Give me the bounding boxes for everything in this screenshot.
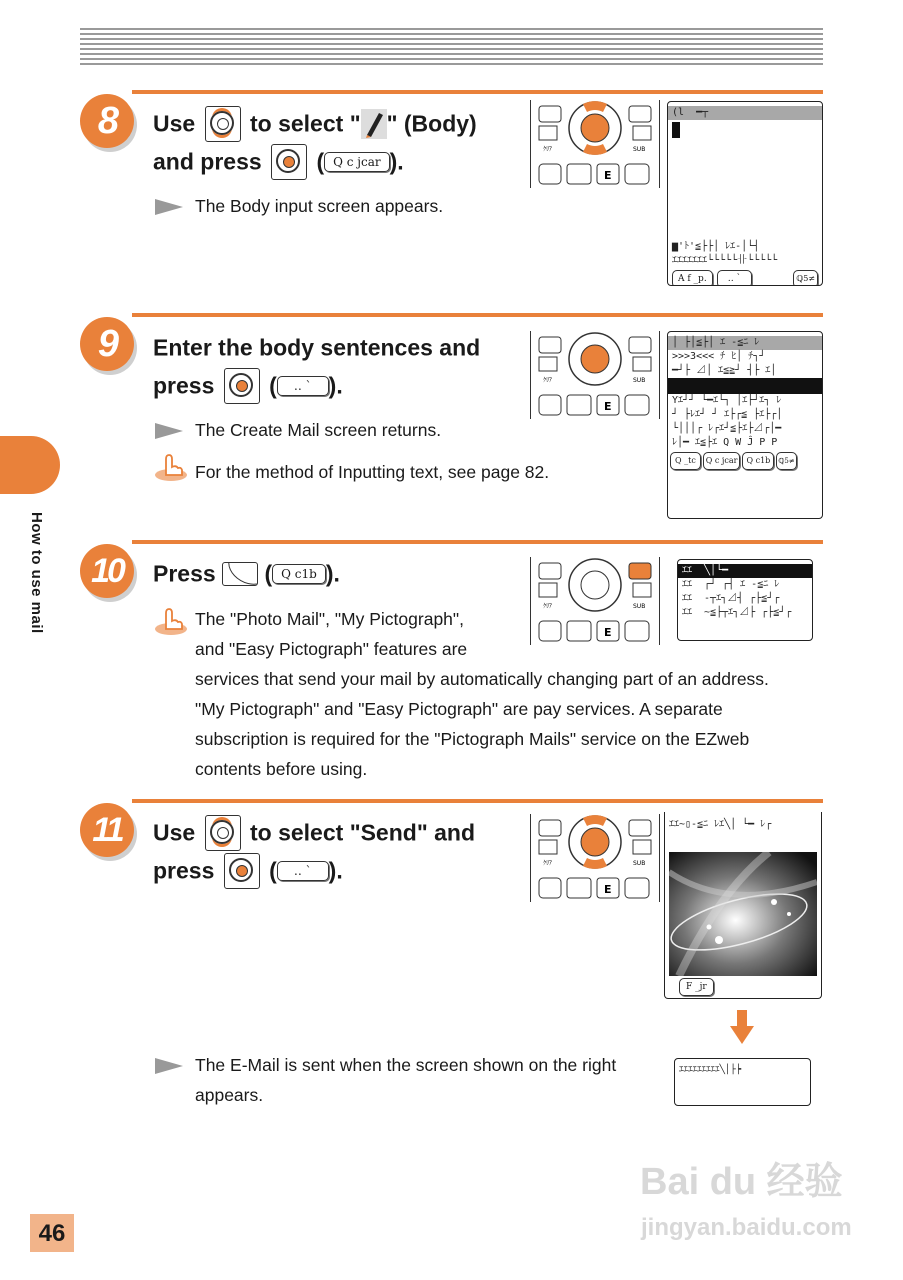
softkey-label: ‥ ` — [277, 861, 329, 881]
svg-text:SUB: SUB — [633, 146, 646, 153]
phone-screen-sending: ｴｴ~▯-≦ﾆ ﾚｴ╲│ └━ ﾚ┌ F _jr — [664, 812, 822, 999]
step-note: The E-Mail is sent when the screen shown on the right appears. — [195, 1055, 617, 1105]
svg-text:SUB: SUB — [633, 860, 646, 867]
step-heading: Use to select "Send" and press ( ‥ ` ). — [153, 813, 475, 890]
jog-updown-icon — [205, 106, 241, 142]
step-note: The Create Mail screen returns. — [195, 420, 442, 440]
result-arrow-icon — [155, 423, 183, 439]
jog-center-icon — [224, 853, 260, 889]
phone-screen-create-mail: │ ├│≦├│ ｴ -≦ﾆ ﾚ >>>3<<< ﾁ ﾋ│ ﾁ┐┘ ━┘├ ⊿│ ｴ≦≧┘ ┤├ ｴ│ Yｴ┘┘ └━ｴ└┐ │ｴ├┘ｴ┐ ﾚ ┘ ├ﾚｴ┘ ┘ ｴ├┌≦ ├ｴ├┌│ └│││┌ ﾚ┌ｴ┘≦├ｴ├⊿┌│━ ﾚ│━ ｴ≦├ｴ Q W Ĵ P P Q _tc Q c jcar Q c1b ℚ5≠ — [667, 331, 823, 519]
phone-screen-menu: ｴｴ ╲│└━ ｴｴ ┌┘ ┌┤ ｴ -≦ﾆ ﾚ ｴｴ -┬ｴ┐⊿┤ ┌├≦┘┌ ｴｴ ~≦├┬ｴ┐⊿├ ┌├≦┘┌ — [677, 559, 813, 641]
svg-text:ｸﾘｱ: ｸﾘｱ — [543, 377, 553, 384]
step-rule — [132, 540, 823, 544]
cursor — [672, 122, 680, 138]
step-number: 8 — [80, 94, 134, 148]
step-number: 10 — [80, 544, 134, 598]
svg-text:E: E — [604, 169, 612, 182]
step-rule — [132, 90, 823, 94]
result-arrow-icon — [155, 199, 183, 215]
keypad-illustration — [530, 331, 660, 419]
step-note: The "Photo Mail", "My Pictograph", and "Easy Pictograph" features are services that send your mail by automatically changing part of an address. "My Pictograph" and "Easy Pictograph" are pay services. A separate subscription is required for the "Pictograph Mails" service on the EZweb contents before using. — [195, 609, 769, 779]
svg-text:SUB: SUB — [633, 377, 646, 384]
step-rule — [132, 799, 823, 803]
hint-hand-icon — [154, 453, 188, 481]
softkey-label: Q c1b — [272, 564, 326, 584]
svg-text:E: E — [604, 626, 612, 639]
watermark-logo: Bai du 经验 — [640, 1161, 843, 1203]
phone-screen-sent: ｴｴｴｴｴｴｴｴｴ╲│├┝ — [674, 1058, 811, 1106]
phone-screen-body: (l ━┬ ▆'ﾄ'≦├├│ ﾚｴ-│└┤ ｴｴｴｴｴｴｴ└└└└└卝└└└└└ A f _p. ‥ ` ℚ5≠ — [667, 101, 823, 286]
softkey-label: ‥ ` — [277, 376, 329, 396]
jog-center-icon — [224, 368, 260, 404]
step-rule — [132, 313, 823, 317]
chapter-tab — [0, 436, 60, 494]
svg-text:E: E — [604, 400, 612, 413]
header-stripes — [80, 28, 823, 66]
chapter-label: How to use mail — [28, 512, 45, 634]
step-heading: Use to select " " (Body) and press ( Q c jcar ). — [153, 104, 477, 181]
svg-text:ｸﾘｱ: ｸﾘｱ — [543, 603, 553, 610]
keypad-illustration — [530, 100, 660, 188]
down-arrow-icon — [730, 1010, 750, 1046]
jog-updown-icon — [205, 815, 241, 851]
keypad-illustration — [530, 814, 660, 902]
page-number: 46 — [30, 1214, 74, 1252]
svg-text:E: E — [604, 883, 612, 896]
svg-text:ｸﾘｱ: ｸﾘｱ — [543, 146, 553, 153]
keypad-illustration — [530, 557, 660, 645]
watermark-url: jingyan.baidu.com — [641, 1214, 852, 1241]
step-heading: Enter the body sentences and press ( ‥ ` ). — [153, 328, 480, 405]
step-number: 11 — [80, 803, 134, 857]
sending-animation-image — [669, 852, 817, 976]
jog-center-icon — [271, 144, 307, 180]
softkey-label: Q c jcar — [324, 152, 390, 172]
step-number: 9 — [80, 317, 134, 371]
result-arrow-icon — [155, 1058, 183, 1074]
step-note: The Body input screen appears. — [195, 196, 444, 216]
right-softkey-icon — [222, 562, 258, 586]
hint-hand-icon — [154, 607, 188, 635]
pen-icon — [361, 109, 387, 139]
svg-text:ｸﾘｱ: ｸﾘｱ — [543, 860, 553, 867]
svg-text:SUB: SUB — [633, 603, 646, 610]
step-note: For the method of Inputting text, see page 82. — [195, 462, 550, 482]
step-heading: Press ( Q c1b ). — [153, 560, 340, 587]
